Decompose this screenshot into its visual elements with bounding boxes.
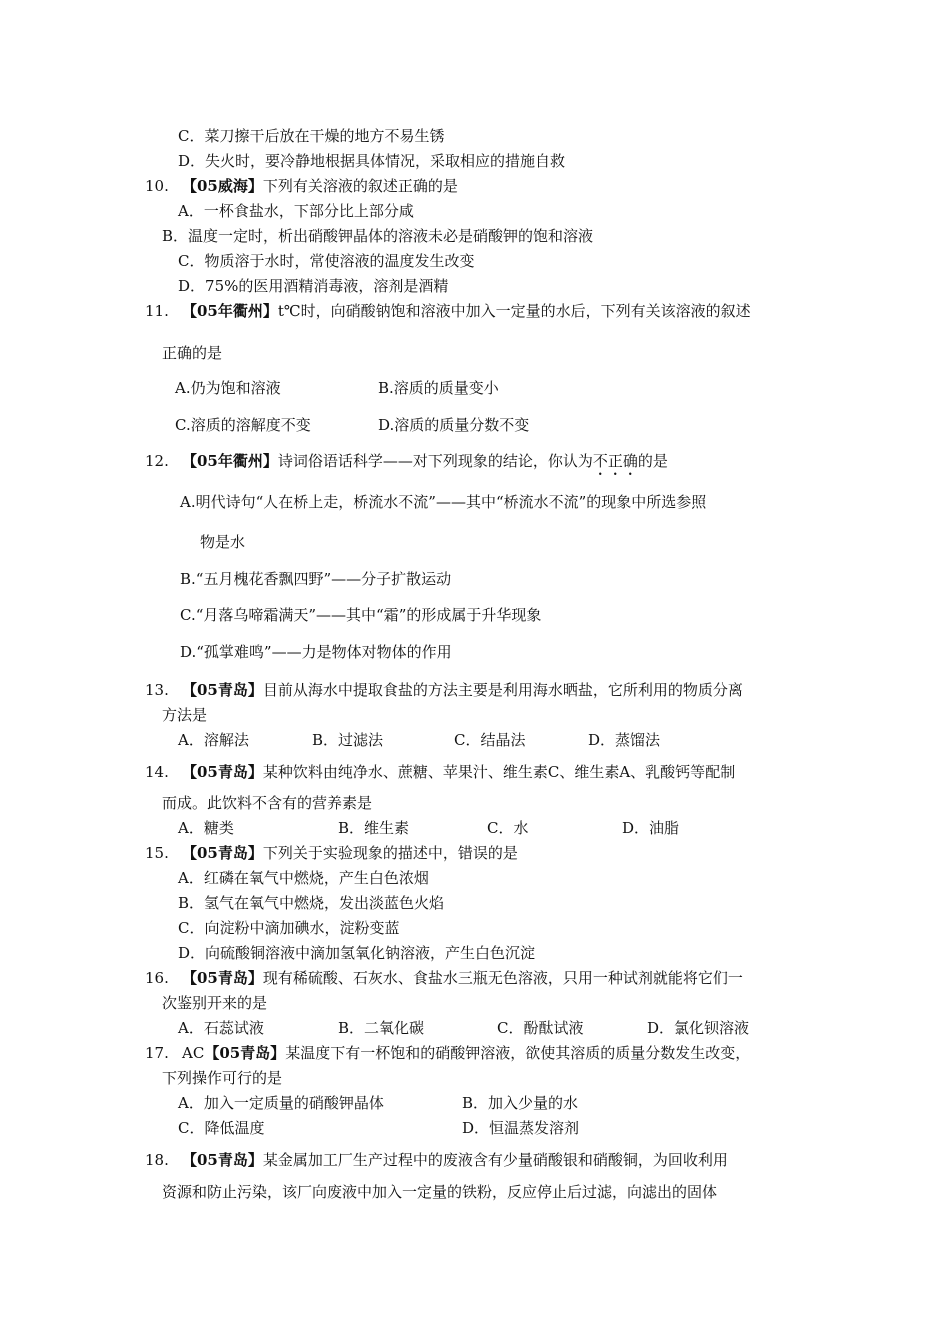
question-stem: t℃时，向硝酸钠饱和溶液中加入一定量的水后，下列有关该溶液的叙述 — [277, 302, 751, 320]
q15-option-a: A．红磷在氧气中燃烧，产生白色浓烟 — [178, 869, 429, 887]
question-number: 16. — [145, 969, 169, 987]
q14-option-a: A．糖类 — [178, 819, 234, 837]
q17-option-b: B．加入少量的水 — [462, 1094, 579, 1112]
q13-option-a: A．溶解法 — [178, 731, 249, 749]
source-tag: 【05青岛】 — [182, 763, 263, 781]
question-number: 12. — [145, 452, 169, 470]
question-number: 14. — [145, 763, 169, 781]
q10-option-c: C．物质溶于水时，常使溶液的温度发生改变 — [178, 252, 475, 270]
q12-option-b: B.“五月槐花香飘四野”——分子扩散运动 — [180, 570, 452, 588]
question-number: 10. — [145, 177, 169, 195]
q11-option-c: C.溶质的溶解度不变 — [175, 416, 311, 434]
question-10 — [145, 176, 458, 196]
question-18 — [145, 1150, 728, 1170]
source-tag: 【05年衢州】 — [182, 302, 278, 320]
question-number: 18. — [145, 1151, 169, 1169]
q12-option-a-continued: 物是水 — [200, 533, 246, 551]
question-15 — [145, 843, 518, 863]
q13-stem-continued: 方法是 — [162, 706, 208, 724]
question-number: 13. — [145, 681, 169, 699]
q17-option-c: C．降低温度 — [178, 1119, 265, 1137]
q10-option-b: B．温度一定时，析出硝酸钾晶体的溶液未必是硝酸钾的饱和溶液 — [162, 227, 594, 245]
q16-stem-continued: 次鉴别开来的是 — [162, 994, 268, 1012]
q14-option-d: D．油脂 — [622, 819, 680, 837]
source-tag: 【05青岛】 — [182, 969, 263, 987]
question-11 — [145, 301, 751, 321]
source-tag: 【05年衢州】 — [182, 452, 278, 470]
question-number: 11. — [145, 302, 169, 320]
q16-option-b: B．二氧化碳 — [338, 1019, 425, 1037]
q16-option-a: A．石蕊试液 — [178, 1019, 264, 1037]
q15-option-c: C．向淀粉中滴加碘水，淀粉变蓝 — [178, 919, 400, 937]
q12-option-d: D.“孤掌难鸣”——力是物体对物体的作用 — [180, 643, 452, 661]
q11-option-a: A.仍为饱和溶液 — [175, 379, 281, 397]
question-14 — [145, 762, 735, 782]
question-stem: 下列关于实验现象的描述中，错误的是 — [262, 844, 518, 862]
question-stem: 现有稀硫酸、石灰水、食盐水三瓶无色溶液，只用一种试剂就能将它们一 — [262, 969, 743, 987]
q11-option-d: D.溶质的质量分数不变 — [378, 416, 530, 434]
question-16 — [145, 968, 743, 988]
q12-option-a: A.明代诗句“人在桥上走，桥流水不流”——其中“桥流水不流”的现象中所选参照 — [180, 493, 707, 511]
source-tag: 【05青岛】 — [182, 1151, 263, 1169]
q18-stem-continued: 资源和防止污染，该厂向废液中加入一定量的铁粉，反应停止后过滤，向滤出的固体 — [162, 1183, 718, 1201]
source-tag: 【05青岛】 — [204, 1044, 286, 1062]
q14-option-b: B．维生素 — [338, 819, 410, 837]
question-stem: 某温度下有一杯饱和的硝酸钾溶液，欲使其溶质的质量分数发生改变， — [285, 1044, 751, 1062]
question-stem: 某金属加工厂生产过程中的废液含有少量硝酸银和硝酸铜，为回收利用 — [262, 1151, 728, 1169]
q16-option-d: D．氯化钡溶液 — [647, 1019, 750, 1037]
q9-option-d: D．失火时，要冷静地根据具体情况，采取相应的措施自救 — [178, 152, 566, 170]
q13-option-c: C．结晶法 — [454, 731, 526, 749]
q15-option-b: B．氢气在氧气中燃烧，发出淡蓝色火焰 — [178, 894, 445, 912]
q9-option-c: C．菜刀擦干后放在干燥的地方不易生锈 — [178, 127, 445, 145]
q11-stem-continued: 正确的是 — [162, 344, 223, 362]
question-12 — [145, 451, 668, 479]
answer-marker: AC — [182, 1044, 205, 1062]
q11-option-b: B.溶质的质量变小 — [378, 379, 499, 397]
q15-option-d: D．向硫酸铜溶液中滴加氢氧化钠溶液，产生白色沉淀 — [178, 944, 536, 962]
q12-option-c: C.“月落乌啼霜满天”——其中“霜”的形成属于升华现象 — [180, 606, 542, 624]
question-stem-end: 的是 — [637, 452, 668, 470]
question-13 — [145, 680, 743, 700]
question-stem: 诗词俗语话科学——对下列现象的结论，你认为 — [277, 452, 593, 470]
source-tag: 【05青岛】 — [182, 844, 263, 862]
q13-option-d: D．蒸馏法 — [588, 731, 661, 749]
q10-option-a: A．一杯食盐水，下部分比上部分咸 — [178, 202, 414, 220]
q14-stem-continued: 而成。此饮料不含有的营养素是 — [162, 794, 373, 812]
source-tag: 【05青岛】 — [182, 681, 263, 699]
q16-option-c: C．酚酞试液 — [497, 1019, 584, 1037]
question-number: 15. — [145, 844, 169, 862]
q17-stem-continued: 下列操作可行的是 — [162, 1069, 283, 1087]
question-stem: 某种饮料由纯净水、蔗糖、苹果汁、维生素C、维生素A、乳酸钙等配制 — [262, 763, 736, 781]
q17-option-d: D．恒温蒸发溶剂 — [462, 1119, 580, 1137]
question-number: 17. — [145, 1044, 169, 1062]
question-17 — [145, 1043, 750, 1063]
q17-option-a: A．加入一定质量的硝酸钾晶体 — [178, 1094, 384, 1112]
source-tag: 【05威海】 — [182, 177, 263, 195]
question-stem: 目前从海水中提取食盐的方法主要是利用海水晒盐，它所利用的物质分离 — [262, 681, 743, 699]
q13-option-b: B．过滤法 — [312, 731, 384, 749]
question-stem: 下列有关溶液的叙述正确的是 — [262, 177, 458, 195]
emphasized-text: 不正确 — [592, 452, 638, 470]
q14-option-c: C．水 — [487, 819, 529, 837]
q10-option-d: D．75%的医用酒精消毒液，溶剂是酒精 — [178, 277, 449, 295]
